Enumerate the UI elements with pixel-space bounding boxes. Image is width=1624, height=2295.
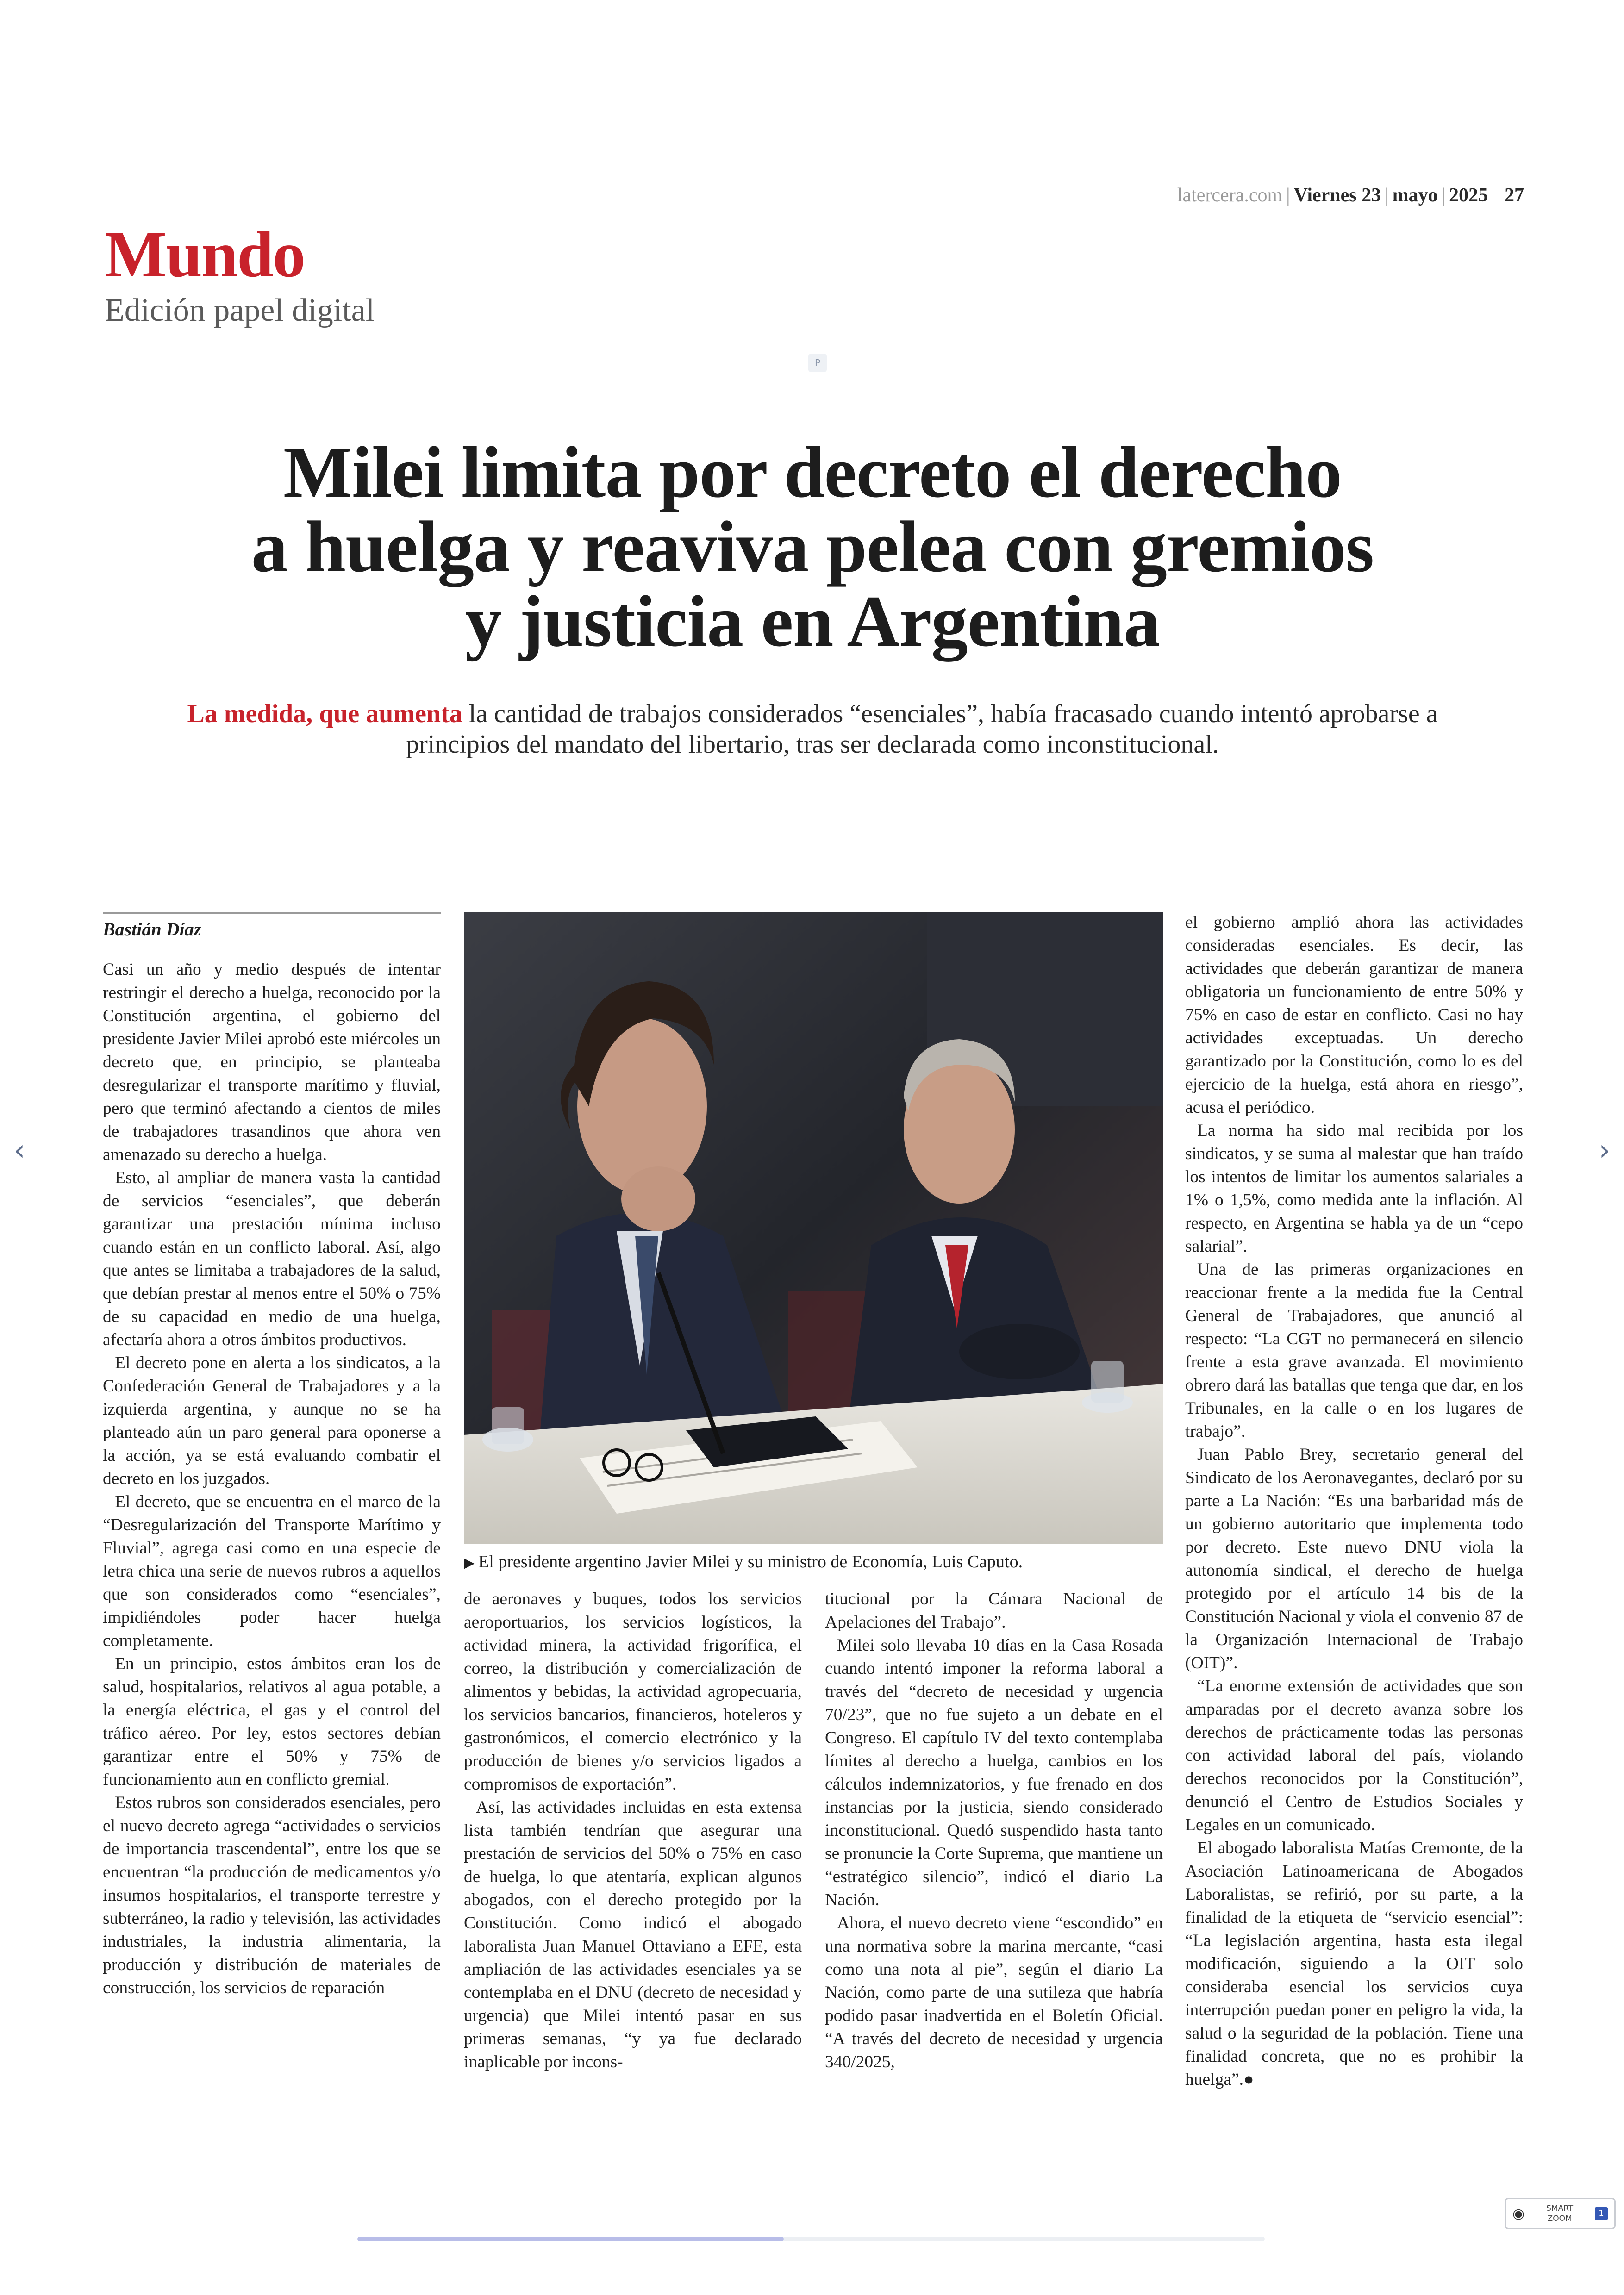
eye-icon: ◉ <box>1512 2205 1525 2222</box>
paragraph: El decreto pone en alerta a los sindicatos, a la Confederación General de Trabajadores y a la izquierda argentina, y aunque no se ha planteado aún un paro general para oponerse a la acción, ya se está evaluando combatir el decreto en los juzgados. <box>103 1353 441 1488</box>
paragraph: Esto, al ampliar de manera vasta la cantidad de servicios “esenciales”, que deberán garantizar una prestación mínima incluso cuando están en un conflicto laboral. Así, algo que antes se limitaba a trabajadores de la salud, que debían prestar al menos entre el 50% o 75% de su capacidad en medio de una huelga, afectaría ahora a otros ámbitos productivos. <box>103 1168 441 1349</box>
paragraph: Estos rubros son considerados esenciales, pero el nuevo decreto agrega “actividades o servicios de importancia trascendental”, entre los que se encuentran “la producción de medicamentos y/o insumos hospitalarios, el transporte terrestre y subterráneo, la radio y televisión, las actividades industriales, la industria alimentaria, la producción y distribución de materiales de construcción, los servicios de reparación <box>103 1793 441 1997</box>
paragraph: Una de las primeras organizaciones en reaccionar frente a la medida fue la Central General de Trabajadores, que anunció al respecto: “La CGT no permanecerá en silencio frente a esta grave avanzada. El movimiento obrero dará las batallas que tenga que dar, en los Tribunales, en la calle o en los lugares de trabajo”. <box>1185 1260 1523 1441</box>
byline: Bastián Díaz <box>103 912 441 940</box>
page-progress-bar[interactable] <box>357 2237 1265 2241</box>
section-subtitle: Edición papel digital <box>105 293 375 328</box>
paragraph: titucional por la Cámara Nacional de Apelaciones del Trabajo”. <box>825 1590 1163 1632</box>
section-title: Mundo <box>105 218 305 291</box>
smart-zoom-label: SMART ZOOM <box>1546 2204 1574 2223</box>
paragraph: de aeronaves y buques, todos los servicios aeroportuarios, los servicios logísticos, la actividad minera, la actividad frigorífica, el correo, la distribución y comercialización de alimentos y bebidas, la actividad agropecuaria, los servicios bancarios, financieros, hoteleros y gastronómicos, el comercio electrónico y la producción de bienes y/o servicios ligados a compromisos de exportación”. <box>464 1590 802 1794</box>
paragraph: En un principio, estos ámbitos eran los de salud, hospitalarios, relativos al agua potable, a la energía eléctrica, el gas y el control del tráfico aéreo. Por ley, estos sectores debían garantizar entre el 50% y 75% de funcionamiento aun en conflicto gremial. <box>103 1654 441 1789</box>
article-column-3 <box>825 1588 1163 2106</box>
paragraph: El decreto, que se encuentra en el marco de la “Desregularización del Transporte Marítimo y Fluvial”, agrega casi como en una especie de letra chica una serie de nuevos rubros a aquellos que son considerados como “esenciales”, impidiéndoles poder hacer huelga completamente. <box>103 1492 441 1650</box>
caption-arrow-icon: ▶ <box>464 1555 475 1571</box>
article-column-2 <box>464 1588 802 2106</box>
paragraph: Milei solo llevaba 10 días en la Casa Rosada cuando intentó imponer la reforma laboral a través del “decreto de necesidad y urgencia 70/23”, que no fue sujeto a un debate en el Congreso. El capítulo IV del texto contemplaba límites al derecho a huelga, cambios en los cálculos indemnizatorios, y fue frenado en dos instancias por la justicia, siendo considerado inconstitucional. Quedó suspendido hasta tanto se pronuncie la Corte Suprema, que mantiene un “estratégico silencio”, indicó el diario La Nación. <box>825 1636 1163 1909</box>
page-progress-fill <box>357 2237 784 2241</box>
standfirst-text: la cantidad de trabajos considerados “esenciales”, había fracasado cuando intentó aprobarse a principios del mandato del libertario, tras ser declarada como inconstitucional. <box>406 699 1438 759</box>
paragraph-text: El abogado laboralista Matías Cremonte, de la Asociación Latinoamericana de Abogados Laboralistas, se refirió, por su parte, a la finalidad de la etiqueta de “servicio esencial”: “La legislación argentina, hasta esta ilegal modificación, siguiendo a la OIT solo consideraba esencial los servicios cuya interrupción puedan poner en peligro la vida, la salud o la seguridad de la población. Tiene una finalidad concreta, que no es prohibir la huelga”. <box>1185 1839 1523 2089</box>
chevron-right-icon[interactable]: › <box>1599 1133 1611 1167</box>
caption-text: El presidente argentino Javier Milei y su ministro de Economía, Luis Caputo. <box>478 1552 1023 1572</box>
issue-weekday-day: Viernes 23 <box>1293 185 1381 206</box>
headline-line: Milei limita por decreto el derecho <box>283 432 1342 513</box>
article-standfirst <box>185 699 1440 760</box>
paragraph: Ahora, el nuevo decreto viene “escondido” en una normativa sobre la marina mercante, “casi como una nota al pie”, según el diario La Nación, como parte de una sutileza que habría podido pasar inadvertida en el Boletín Oficial. “A través del decreto de necesidad y urgencia 340/2025, <box>825 1914 1163 2071</box>
standfirst-kicker: La medida, que aumenta <box>187 699 462 728</box>
article-column-4 <box>1185 911 1523 2106</box>
smart-zoom-button[interactable] <box>1505 2198 1616 2229</box>
article-column-1 <box>103 958 441 2106</box>
headline-line: a huelga y reaviva pelea con gremios <box>251 506 1374 588</box>
issue-month: mayo <box>1392 185 1438 206</box>
site-name: latercera.com <box>1177 185 1283 206</box>
end-mark-icon: ● <box>1243 2070 1254 2089</box>
chevron-left-icon[interactable]: ‹ <box>13 1133 25 1167</box>
page-number: 27 <box>1505 185 1524 206</box>
article-headline <box>139 432 1486 662</box>
smart-zoom-count: 1 <box>1595 2207 1608 2220</box>
headline-line: y justicia en Argentina <box>465 581 1160 662</box>
article-photo <box>464 912 1163 1544</box>
photo-caption <box>464 1551 1163 1574</box>
paragraph: Casi un año y medio después de intentar restringir el derecho a huelga, reconocido por la Constitución argentina, el gobierno del presidente Javier Milei aprobó este miércoles un decreto que, en principio, se planteaba desregularizar el transporte marítimo y fluvial, pero que terminó afectando a cientos de miles de trabajadores trasandinos que ahora ven amenazado su derecho a huelga. <box>103 960 441 1164</box>
page-marker-icon[interactable]: P <box>808 354 827 372</box>
paragraph: “La enorme extensión de actividades que son amparadas por el decreto avanza sobre los derechos de prácticamente todas las personas con actividad laboral del país, violando derechos reconocidos por la Constitución”, denunció el Centro de Estudios Sociales y Legales en un comunicado. <box>1185 1677 1523 1834</box>
issue-date-line: latercera.com | Viernes 23 | mayo | 2025 27 <box>1177 185 1524 206</box>
paragraph: Juan Pablo Brey, secretario general del Sindicato de los Aeronavegantes, declaró por su parte a La Nación: “Es una barbaridad más de un gobierno autoritario que implementa todo por decreto. Este nuevo DNU viola la autonomía sindical, el derecho de huelga protegido por el artículo 14 bis de la Constitución Nacional y viola el convenio 87 de la Organización Internacional de Trabajo (OIT)”. <box>1185 1445 1523 1672</box>
paragraph <box>1185 1837 1523 2091</box>
paragraph: el gobierno amplió ahora las actividades consideradas esenciales. Es decir, las actividades que deberán garantizar de manera obligatoria un funcionamiento de entre 50% y 75% en caso de estar en conflicto. Casi no hay actividades exceptuadas. Un derecho garantizado por la Constitución, como lo es del ejercicio de la huelga, está ahora en riesgo”, acusa el periódico. <box>1185 913 1523 1117</box>
paragraph: La norma ha sido mal recibida por los sindicatos, y se suma al malestar que han traído los intentos de limitar los aumentos salariales a 1% o 1,5%, como medida ante la inflación. Al respecto, en Argentina se habla ya de un “cepo salarial”. <box>1185 1121 1523 1256</box>
issue-year: 2025 <box>1449 185 1488 206</box>
paragraph: Así, las actividades incluidas en esta extensa lista también tendrían que asegurar una prestación de servicios del 50% o 75% en caso de huelga, lo que atentaría, explican algunos abogados, con el derecho protegido por la Constitución. Como indicó el abogado laboralista Juan Manuel Ottaviano a EFE, esta ampliación de las actividades esenciales ya se contemplaba en el DNU (decreto de necesidad y urgencia) que Milei intentó pasar en sus primeras semanas, “y ya fue declarado inaplicable por incons- <box>464 1798 802 2071</box>
